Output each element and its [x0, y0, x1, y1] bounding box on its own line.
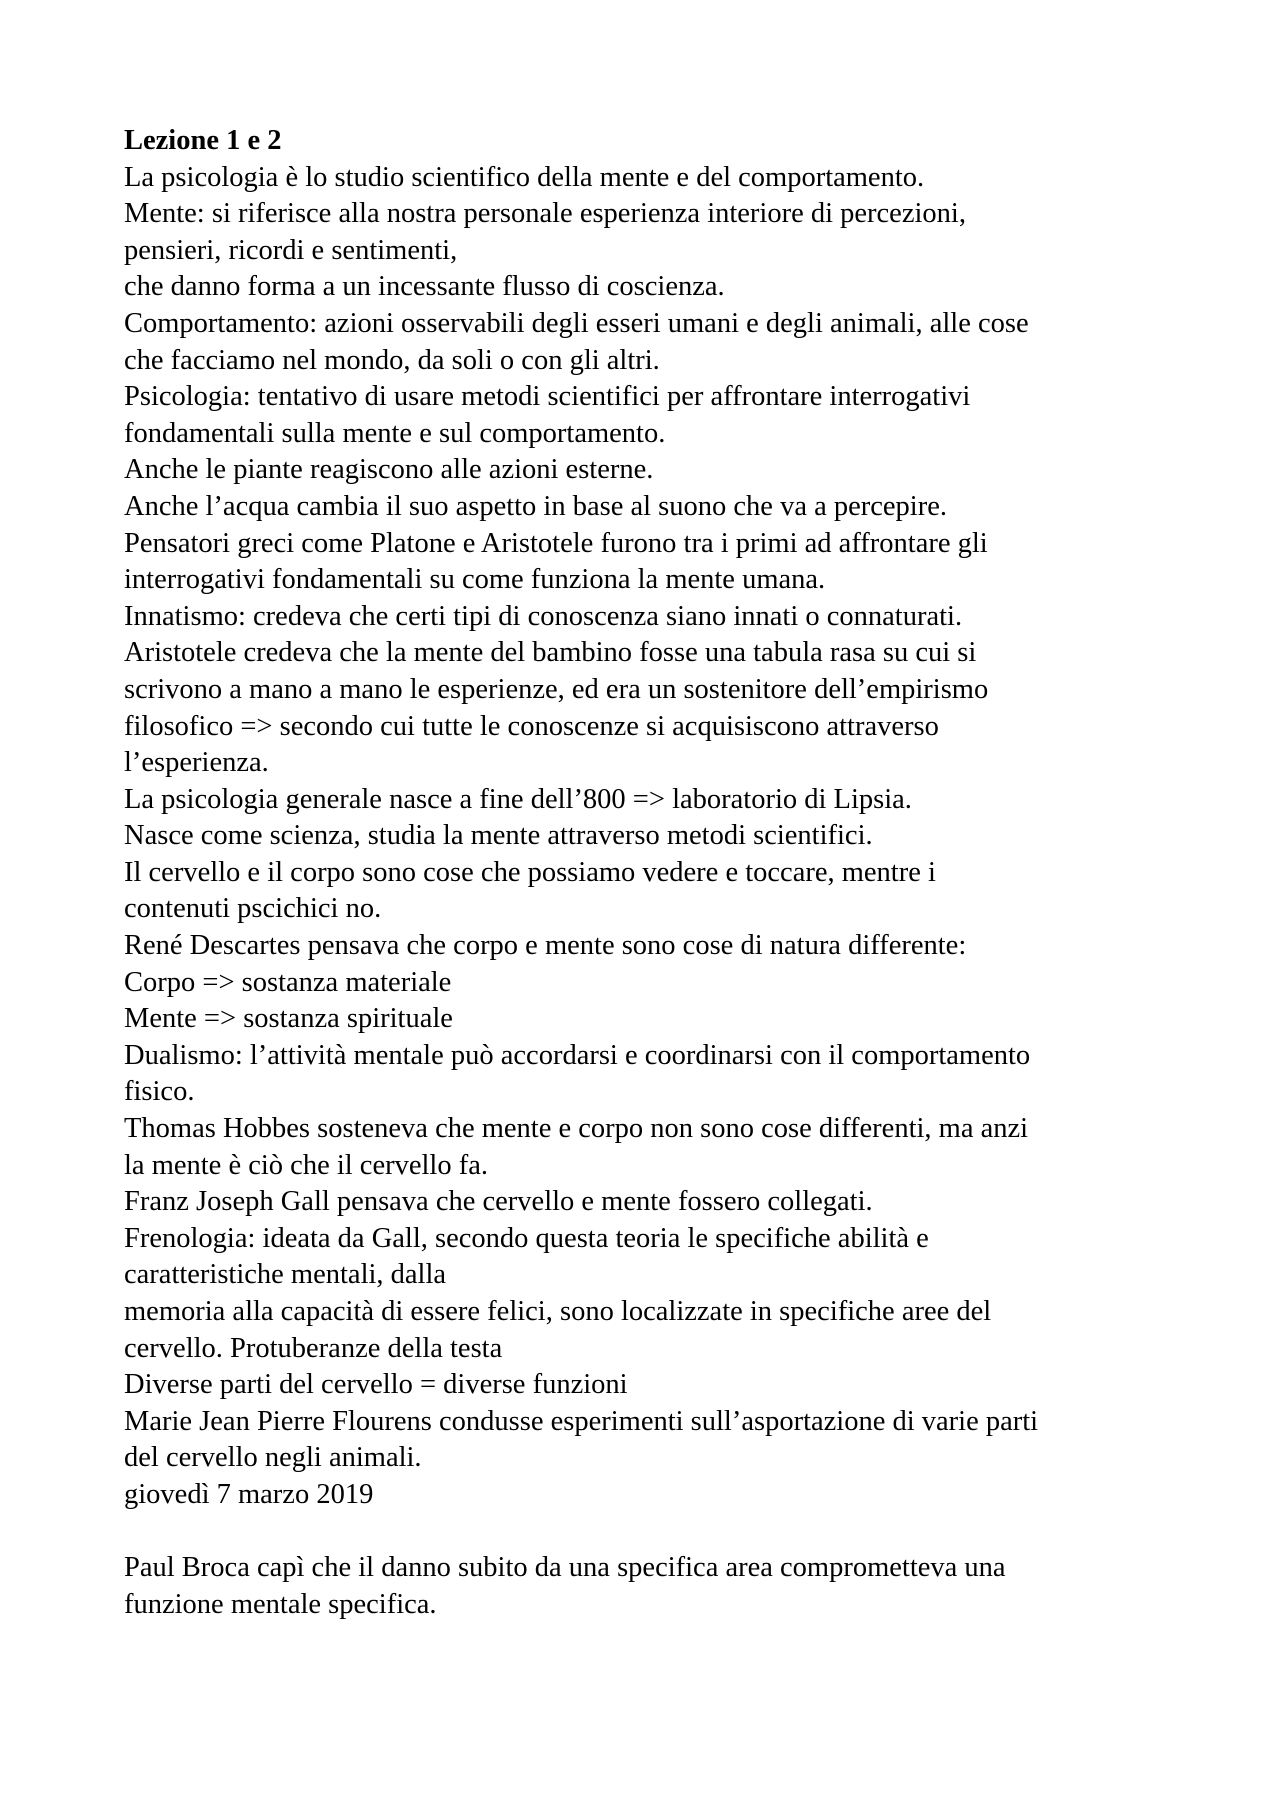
- text-line: La psicologia generale nasce a fine dell’800 => laboratorio di Lipsia.: [124, 783, 912, 815]
- text-line: Il cervello e il corpo sono cose che possiamo vedere e toccare, mentre i: [124, 856, 936, 888]
- text-line: Innatismo: credeva che certi tipi di conoscenza siano innati o connaturati.: [124, 600, 963, 632]
- text-line: Psicologia: tentativo di usare metodi scientifici per affrontare interrogativi: [124, 381, 971, 413]
- text-line: Mente => sostanza spirituale: [124, 1003, 453, 1035]
- text-line: fisico.: [124, 1076, 195, 1108]
- text-block-2: [124, 1550, 1184, 1623]
- text-line: Mente: si riferisce alla nostra personale esperienza interiore di percezioni,: [124, 198, 966, 230]
- text-line: Comportamento: azioni osservabili degli esseri umani e degli animali, alle cose: [124, 307, 1029, 339]
- text-line: Diverse parti del cervello = diverse funzioni: [124, 1369, 628, 1401]
- text-line: scrivono a mano a mano le esperienze, ed era un sostenitore dell’empirismo: [124, 673, 989, 705]
- text-line: l’esperienza.: [124, 747, 269, 779]
- text-line: pensieri, ricordi e sentimenti,: [124, 234, 458, 266]
- text-line: Corpo => sostanza materiale: [124, 966, 452, 998]
- text-line: La psicologia è lo studio scientifico della mente e del comportamento.: [124, 161, 925, 193]
- text-line: che danno forma a un incessante flusso di coscienza.: [124, 271, 725, 303]
- text-line: Pensatori greci come Platone e Aristotele furono tra i primi ad affrontare gli: [124, 527, 988, 559]
- text-line: Aristotele credeva che la mente del bambino fosse una tabula rasa su cui si: [124, 637, 977, 669]
- document-page: [124, 123, 1184, 1623]
- text-line: Marie Jean Pierre Flourens condusse esperimenti sull’asportazione di varie parti: [124, 1405, 1039, 1437]
- text-line: funzione mentale specifica.: [124, 1588, 437, 1620]
- date-line: giovedì 7 marzo 2019: [124, 1478, 374, 1510]
- text-line: Anche le piante reagiscono alle azioni esterne.: [124, 454, 654, 486]
- text-line: fondamentali sulla mente e sul comportamento.: [124, 417, 666, 449]
- text-line: filosofico => secondo cui tutte le conoscenze si acquisiscono attraverso: [124, 710, 939, 742]
- text-line: interrogativi fondamentali su come funziona la mente umana.: [124, 564, 826, 596]
- text-line: contenuti pscichici no.: [124, 893, 382, 925]
- text-line: che facciamo nel mondo, da soli o con gli altri.: [124, 344, 660, 376]
- text-line: del cervello negli animali.: [124, 1442, 422, 1474]
- text-line: Franz Joseph Gall pensava che cervello e mente fossero collegati.: [124, 1186, 873, 1218]
- text-line: Anche l’acqua cambia il suo aspetto in base al suono che va a percepire.: [124, 490, 947, 522]
- text-line: René Descartes pensava che corpo e mente sono cose di natura differente:: [124, 930, 967, 962]
- paragraph-gap: [124, 1514, 1184, 1551]
- text-line: Frenologia: ideata da Gall, secondo questa teoria le specifiche abilità e: [124, 1222, 929, 1254]
- text-block-1: [124, 160, 1184, 1514]
- text-line: Nasce come scienza, studia la mente attraverso metodi scientifici.: [124, 820, 873, 852]
- text-line: Paul Broca capì che il danno subito da una specifica area comprometteva una: [124, 1552, 1006, 1584]
- text-line: Thomas Hobbes sosteneva che mente e corpo non sono cose differenti, ma anzi: [124, 1113, 1029, 1145]
- text-line: memoria alla capacità di essere felici, sono localizzate in specifiche aree del: [124, 1296, 992, 1327]
- text-line: caratteristiche mentali, dalla: [124, 1259, 447, 1291]
- document-title: Lezione 1 e 2: [124, 125, 282, 156]
- text-line: cervello. Protuberanze della testa: [124, 1332, 503, 1364]
- text-line: Dualismo: l’attività mentale può accordarsi e coordinarsi con il comportamento: [124, 1039, 1031, 1071]
- text-line: la mente è ciò che il cervello fa.: [124, 1149, 488, 1181]
